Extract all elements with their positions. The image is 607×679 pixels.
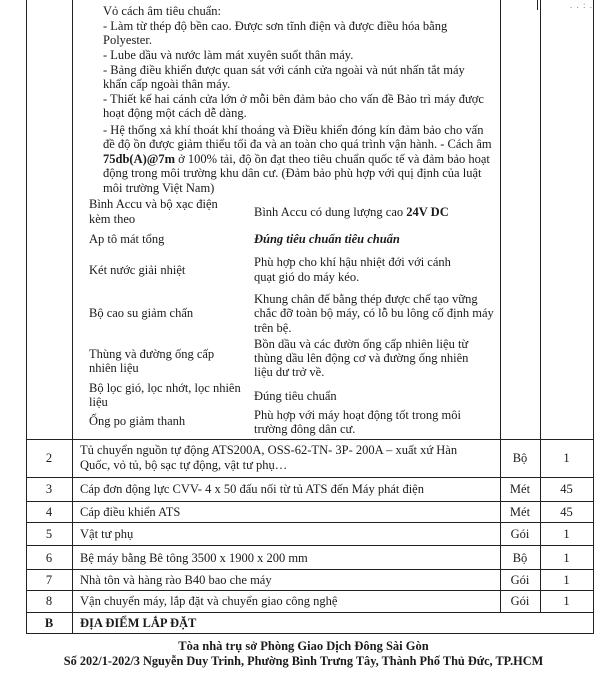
item-unit: Gói xyxy=(510,527,530,541)
location-building: Tòa nhà trụ sở Phòng Giao Dịch Đông Sài Gòn xyxy=(178,639,429,653)
row-line-item4-bottom xyxy=(26,522,594,523)
item-description: Cáp đơn động lực CVV- 4 x 50 đấu nối từ tủ ATS đến Máy phát điện xyxy=(80,482,424,496)
spec-value: trên bệ. xyxy=(254,321,292,335)
item-number: 6 xyxy=(45,551,53,565)
spec-value: Bồn dầu và các đườn ống cấp nhiên liệu từ xyxy=(254,337,469,351)
row-line-item3-bottom xyxy=(26,501,594,502)
spec-label: Bộ cao su giảm chấn xyxy=(89,306,194,320)
col-line-qty xyxy=(540,0,541,612)
item-unit: Mét xyxy=(509,482,531,496)
spec-value: liệu dư trở về. xyxy=(254,365,325,379)
intro-bullet-4-line-1: - Thiết kế hai cánh cửa lớn ở mỗi bên đảm bảo cho vấn đề Bảo trì máy được xyxy=(103,92,484,106)
col-line-qty-inner xyxy=(537,0,538,10)
item-description: Quốc, vỏ tủ, bộ sạc tự động, vật tư phụ… xyxy=(80,458,288,472)
intro-bullet-5-line-4: động trong môi trường khu dân cư. (Đảm bảo phù hợp với quị định của luật xyxy=(103,166,482,180)
item-number: 5 xyxy=(45,527,53,541)
row-line-item6-bottom xyxy=(26,569,594,570)
noise-level-text: ở 100% tải, độ ồn đạt theo tiêu chuẩn quốc tế và đảm bảo hoạt xyxy=(175,152,490,166)
spec-value: chắc đỡ toàn bộ máy, có lỗ bu lông cố định máy xyxy=(254,306,494,320)
item-qty: 1 xyxy=(563,551,570,565)
spec-value: trường đông dân cư. xyxy=(254,422,356,436)
spec-label: Bình Accu và bộ xạc điện xyxy=(89,197,218,211)
spec-label: Ống po giảm thanh xyxy=(89,414,186,428)
row-line-item5-bottom xyxy=(26,545,594,546)
item-number: 7 xyxy=(45,573,53,587)
spec-label: kèm theo xyxy=(89,212,136,226)
intro-bullet-3-line-2: khẩn cấp ngoài thân máy. xyxy=(103,77,231,91)
spec-label: nhiên liệu xyxy=(89,361,139,375)
spec-value: quạt gió do máy kéo. xyxy=(254,270,360,284)
item-description: Vận chuyển máy, lắp đặt và chuyển giao công nghệ xyxy=(80,594,338,608)
intro-bullet-2: - Lube dầu và nước làm mát xuyên suốt thân máy. xyxy=(103,48,354,62)
item-unit: Mét xyxy=(509,505,531,519)
item-qty: 1 xyxy=(563,527,570,541)
row-line-sectionb-bottom xyxy=(26,633,594,634)
section-title: ĐỊA ĐIỂM LẮP ĐẶT xyxy=(80,616,197,630)
item-number: 2 xyxy=(45,451,53,465)
spec-value-text: Bình Accu có dung lượng cao xyxy=(254,205,407,219)
intro-bullet-1-line-2: Polyester. xyxy=(103,33,152,47)
battery-voltage: 24V DC xyxy=(406,205,449,219)
item-description: Nhà tôn và hàng rào B40 bao che máy xyxy=(80,573,272,587)
section-letter: B xyxy=(44,616,54,630)
spec-value: Đúng tiêu chuẩn xyxy=(254,389,337,403)
spec-value: Phù hợp cho khí hậu nhiệt đới với cánh xyxy=(254,255,451,269)
spec-value: Đúng tiêu chuẩn tiêu chuẩn xyxy=(254,232,400,246)
item-unit: Bộ xyxy=(512,551,528,565)
intro-bullet-5-line-1: - Hệ thống xả khí thoát khí thoáng và Điều khiển đóng kín đảm bảo cho vấn xyxy=(103,123,484,137)
spec-label: Bộ lọc gió, lọc nhớt, lọc nhiên xyxy=(89,381,241,395)
intro-bullet-1-line-1: - Làm từ thép độ bền cao. Được sơn tĩnh điện và được điều hóa bằng xyxy=(103,19,448,33)
item-qty: 45 xyxy=(560,482,573,496)
intro-heading: Vỏ cách âm tiêu chuẩn: xyxy=(103,4,222,18)
row-line-item1-bottom xyxy=(26,439,594,440)
spec-label: Thùng và đường ống cấp xyxy=(89,347,215,361)
row-line-item2-bottom xyxy=(26,477,594,478)
spec-label: liệu xyxy=(89,395,108,409)
noise-level-value: 75db(A)@7m xyxy=(103,152,176,166)
location-address: Số 202/1-202/3 Nguyễn Duy Trinh, Phường Bình Trưng Tây, Thành Phố Thủ Đức, TP.HCM xyxy=(63,654,544,668)
item-qty: 1 xyxy=(563,594,570,608)
item-description: Vật tư phụ xyxy=(80,527,134,541)
item-unit: Bộ xyxy=(512,451,528,465)
intro-bullet-5-line-3 xyxy=(103,152,490,166)
intro-bullet-5-line-2: đề độ ồn được giảm thiểu tối đa và an toàn cho quá trình vận hành. - Cách âm xyxy=(103,137,492,151)
col-line-unit xyxy=(500,0,501,612)
spec-label: Két nước giải nhiệt xyxy=(89,263,186,277)
spec-value: Phù hợp với máy hoạt động tốt trong môi xyxy=(254,408,461,422)
corner-marks: . . : . xyxy=(570,0,594,10)
col-line-no xyxy=(72,0,73,634)
item-number: 4 xyxy=(45,505,53,519)
item-description: Tủ chuyển nguồn tự động ATS200A, OSS-62-TN- 3P- 200A – xuất xứ Hàn xyxy=(80,443,458,457)
spec-value xyxy=(254,205,449,219)
item-qty: 1 xyxy=(563,573,570,587)
item-qty: 1 xyxy=(563,451,570,465)
row-line-item7-bottom xyxy=(26,590,594,591)
item-qty: 45 xyxy=(560,505,573,519)
spec-label: Ap tô mát tổng xyxy=(89,232,165,246)
item-number: 8 xyxy=(45,594,53,608)
item-description: Bệ máy bằng Bê tông 3500 x 1900 x 200 mm xyxy=(80,551,308,565)
spec-value: Khung chân đế bằng thép được chế tạo vững xyxy=(254,292,478,306)
intro-bullet-4-line-2: hoạt động một cách dễ dàng. xyxy=(103,106,247,120)
table-border-right xyxy=(593,0,594,634)
item-unit: Gói xyxy=(510,594,530,608)
intro-bullet-3-line-1: - Bảng điều khiển được quan sát với cánh cửa ngoài và nút nhấn tắt máy xyxy=(103,63,465,77)
intro-bullet-5-line-5: môi trường Việt Nam) xyxy=(103,181,215,195)
item-unit: Gói xyxy=(510,573,530,587)
spec-value: thùng dầu lên động cơ và đường ống nhiên xyxy=(254,351,469,365)
item-number: 3 xyxy=(45,482,53,496)
item-description: Cáp điều khiển ATS xyxy=(80,505,181,519)
row-line-item8-bottom xyxy=(26,612,594,613)
